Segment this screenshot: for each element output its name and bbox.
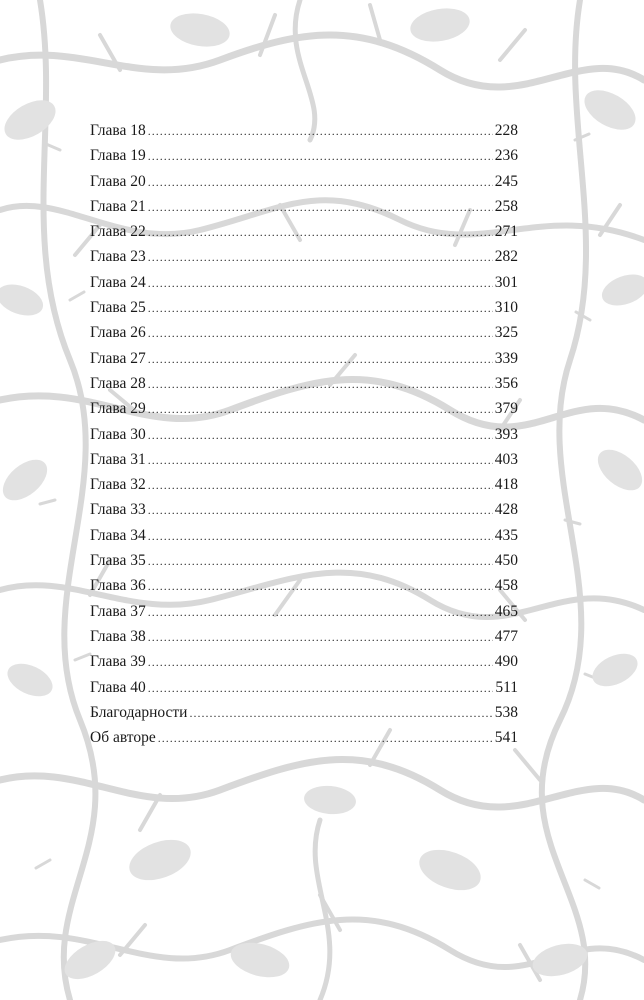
toc-entry [90,624,518,649]
toc-entry-page-number: 418 [494,476,518,494]
toc-entry-page-number: 228 [494,122,518,139]
toc-entry-title: Глава 30 [90,425,146,443]
toc-entry [90,320,518,345]
toc-entry [90,118,518,143]
toc-entry [90,270,518,295]
toc-dot-leader [158,726,493,751]
toc-entry-page-number: 393 [494,425,518,443]
toc-entry-page-number: 379 [494,400,518,418]
toc-entry [90,244,518,269]
toc-entry-title: Глава 32 [90,476,146,494]
toc-dot-leader [148,321,493,346]
table-of-contents [90,118,518,750]
toc-entry [90,143,518,168]
toc-entry-page-number: 428 [494,501,518,519]
toc-entry-title: Глава 20 [90,172,146,190]
toc-entry [90,497,518,522]
toc-entry-page-number: 310 [494,299,518,317]
toc-entry-page-number: 282 [494,248,518,266]
toc-entry-title: Глава 25 [90,299,146,317]
toc-dot-leader [148,397,493,422]
toc-dot-leader [148,600,493,625]
toc-entry-page-number: 325 [494,324,518,342]
toc-entry-page-number: 236 [494,147,518,165]
toc-entry-title: Глава 40 [90,678,146,696]
toc-dot-leader [148,448,493,473]
toc-entry-title: Глава 38 [90,627,146,645]
toc-entry [90,194,518,219]
toc-entry-title: Глава 39 [90,653,146,671]
toc-dot-leader [148,549,493,574]
toc-entry-page-number: 541 [494,729,518,747]
toc-entry-title: Глава 24 [90,273,146,291]
toc-entry-title: Глава 23 [90,248,146,266]
toc-entry [90,523,518,548]
toc-entry-title: Глава 18 [90,122,146,139]
toc-entry [90,219,518,244]
toc-entry-page-number: 356 [494,374,518,392]
toc-entry [90,396,518,421]
toc-entry [90,573,518,598]
toc-entry [90,295,518,320]
toc-entry-title: Глава 35 [90,552,146,570]
toc-entry [90,422,518,447]
toc-entry [90,447,518,472]
toc-entry-title: Глава 19 [90,147,146,165]
toc-entry-title: Глава 33 [90,501,146,519]
toc-entry [90,725,518,750]
toc-entry-page-number: 271 [494,223,518,241]
toc-entry [90,599,518,624]
toc-entry [90,548,518,573]
toc-entry [90,700,518,725]
toc-dot-leader [148,524,493,549]
toc-dot-leader [148,170,493,195]
toc-dot-leader [148,271,493,296]
toc-entry-page-number: 258 [494,197,518,215]
toc-entry [90,649,518,674]
toc-entry-page-number: 458 [494,577,518,595]
toc-entry-page-number: 450 [494,552,518,570]
toc-dot-leader [148,220,493,245]
toc-dot-leader [148,650,493,675]
toc-dot-leader [148,423,493,448]
toc-entry-page-number: 301 [494,273,518,291]
toc-dot-leader [148,372,493,397]
toc-entry-page-number: 435 [494,526,518,544]
toc-entry-page-number: 477 [494,627,518,645]
toc-entry [90,371,518,396]
toc-entry-title: Глава 29 [90,400,146,418]
toc-entry-page-number: 403 [494,450,518,468]
toc-entry-title: Глава 28 [90,374,146,392]
toc-dot-leader [148,625,493,650]
toc-entry-title: Глава 36 [90,577,146,595]
toc-entry-page-number: 511 [495,678,518,696]
toc-dot-leader [148,245,493,270]
toc-entry-title: Об авторе [90,729,156,747]
toc-dot-leader [189,701,492,726]
toc-dot-leader [148,296,493,321]
toc-entry [90,472,518,497]
toc-entry-title: Глава 21 [90,197,146,215]
toc-entry [90,169,518,194]
toc-dot-leader [148,144,493,169]
toc-entry-page-number: 339 [494,349,518,367]
toc-dot-leader [148,119,493,144]
toc-dot-leader [148,676,494,701]
toc-entry-title: Глава 31 [90,450,146,468]
toc-entry-page-number: 490 [494,653,518,671]
toc-entry-title: Глава 26 [90,324,146,342]
toc-entry-page-number: 465 [494,602,518,620]
toc-entry-title: Глава 27 [90,349,146,367]
toc-entry-title: Благодарности [90,703,188,721]
toc-entry [90,675,518,700]
toc-dot-leader [148,347,493,372]
toc-entry-page-number: 245 [494,172,518,190]
toc-dot-leader [148,574,493,599]
toc-dot-leader [148,195,493,220]
toc-entry-title: Глава 22 [90,223,146,241]
toc-dot-leader [148,498,493,523]
toc-entry-title: Глава 37 [90,602,146,620]
toc-entry [90,346,518,371]
toc-entry-title: Глава 34 [90,526,146,544]
toc-dot-leader [148,473,493,498]
toc-entry-page-number: 538 [494,703,518,721]
